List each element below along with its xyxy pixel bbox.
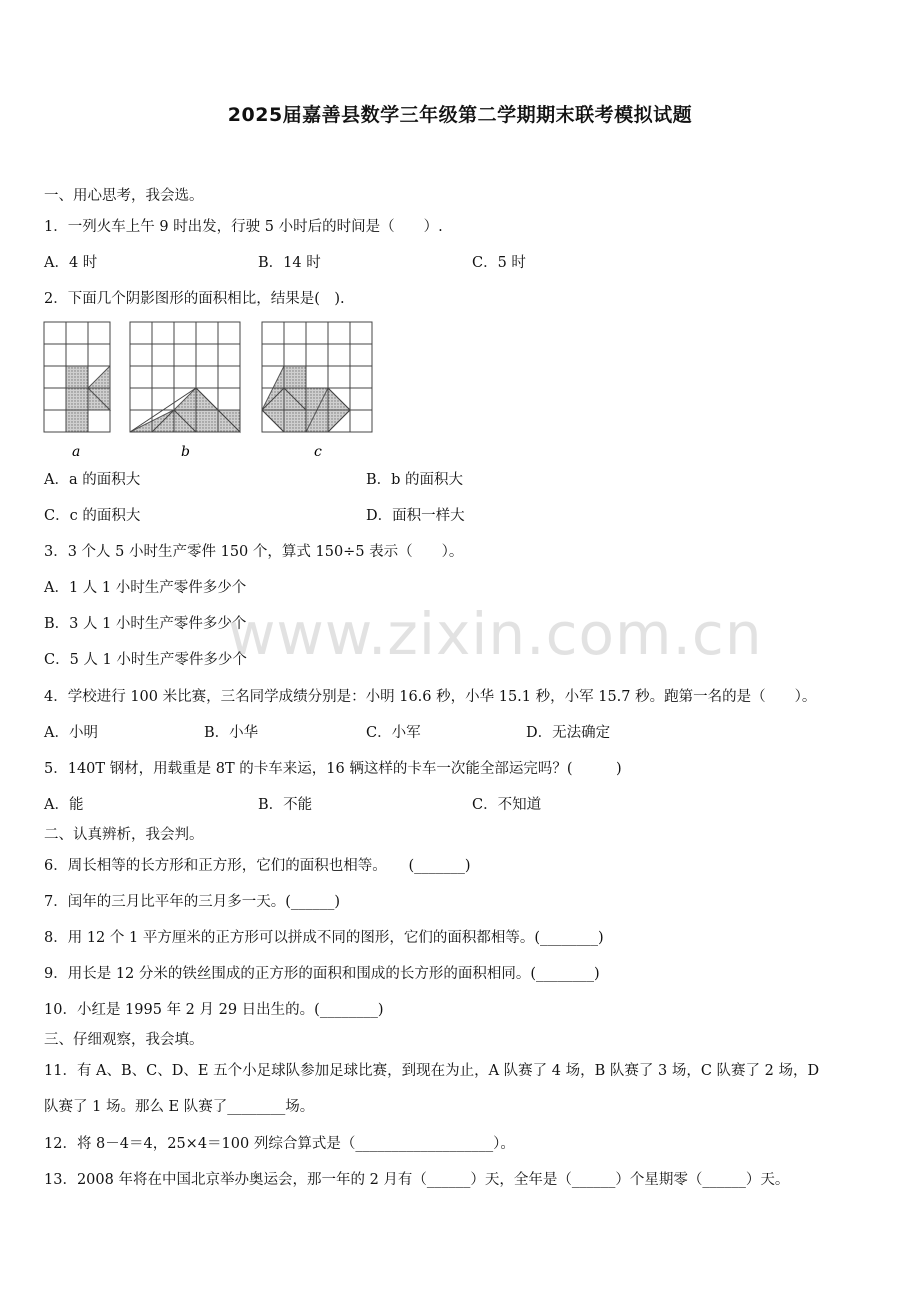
q1-option-c: C．5 时 [472, 255, 526, 271]
question-6: 6．周长相等的长方形和正方形，它们的面积也相等。 (_______) [44, 858, 471, 874]
q2-option-b: B．b 的面积大 [366, 472, 464, 488]
figure-a-label: a [72, 444, 81, 460]
watermark: www.zixin.com.cn [228, 600, 763, 668]
question-1: 1．一列火车上午 9 时出发，行驶 5 小时后的时间是（ ）. [44, 219, 443, 235]
figure-b [130, 322, 240, 432]
question-4: 4．学校进行 100 米比赛，三名同学成绩分别是：小明 16.6 秒，小华 15.1 秒，小军 15.7 秒。跑第一名的是（ ）。 [44, 689, 817, 705]
question-8: 8．用 12 个 1 平方厘米的正方形可以拼成不同的图形，它们的面积都相等。(________) [44, 930, 604, 946]
q1-option-b: B．14 时 [258, 255, 321, 271]
figure-b-label: b [181, 444, 190, 460]
question-11-line-1: 11．有 A、B、C、D、E 五个小足球队参加足球比赛，到现在为止，A 队赛了 4 场，B 队赛了 3 场，C 队赛了 2 场，D [44, 1063, 820, 1079]
section-1-heading: 一、用心思考，我会选。 [44, 188, 204, 204]
question-13: 13．2008 年将在中国北京举办奥运会，那一年的 2 月有（______）天，全年是（______）个星期零（______）天。 [44, 1172, 790, 1188]
question-10: 10．小红是 1995 年 2 月 29 日出生的。(________) [44, 1002, 384, 1018]
section-3-heading: 三、仔细观察，我会填。 [44, 1032, 204, 1048]
q4-option-d: D．无法确定 [526, 725, 611, 741]
figure-c-label: c [314, 444, 322, 460]
question-7: 7．闰年的三月比平年的三月多一天。(______) [44, 894, 341, 910]
q3-option-c: C．5 人 1 小时生产零件多少个 [44, 652, 247, 668]
q5-option-c: C．不知道 [472, 797, 542, 813]
q4-option-c: C．小军 [366, 725, 421, 741]
question-2: 2．下面几个阴影图形的面积相比，结果是( ). [44, 291, 345, 307]
q1-option-a: A．4 时 [44, 255, 98, 271]
question-5: 5．140T 钢材，用载重是 8T 的卡车来运，16 辆这样的卡车一次能全部运完吗？( ) [44, 761, 622, 777]
grid-figures [40, 318, 380, 463]
question-12: 12．将 8－4＝4，25×4＝100 列综合算式是（___________________）。 [44, 1136, 515, 1152]
q2-option-d: D．面积一样大 [366, 508, 465, 524]
q3-option-b: B．3 人 1 小时生产零件多少个 [44, 616, 247, 632]
q3-option-a: A．1 人 1 小时生产零件多少个 [44, 580, 247, 596]
q4-option-b: B．小华 [204, 725, 259, 741]
q2-option-a: A．a 的面积大 [44, 472, 141, 488]
q5-option-a: A．能 [44, 797, 84, 813]
q2-option-c: C．c 的面积大 [44, 508, 141, 524]
question-3: 3．3 个人 5 小时生产零件 150 个，算式 150÷5 表示（ ）。 [44, 544, 464, 560]
section-2-heading: 二、认真辨析，我会判。 [44, 827, 204, 843]
q4-option-a: A．小明 [44, 725, 98, 741]
figure-a [44, 322, 110, 432]
question-9: 9．用长是 12 分米的铁丝围成的正方形的面积和围成的长方形的面积相同。(________) [44, 966, 600, 982]
question-11-line-2: 队赛了 1 场。那么 E 队赛了________场。 [44, 1099, 315, 1115]
q5-option-b: B．不能 [258, 797, 313, 813]
figure-c [262, 322, 372, 432]
page-title: 2025届嘉善县数学三年级第二学期期末联考模拟试题 [227, 104, 693, 126]
